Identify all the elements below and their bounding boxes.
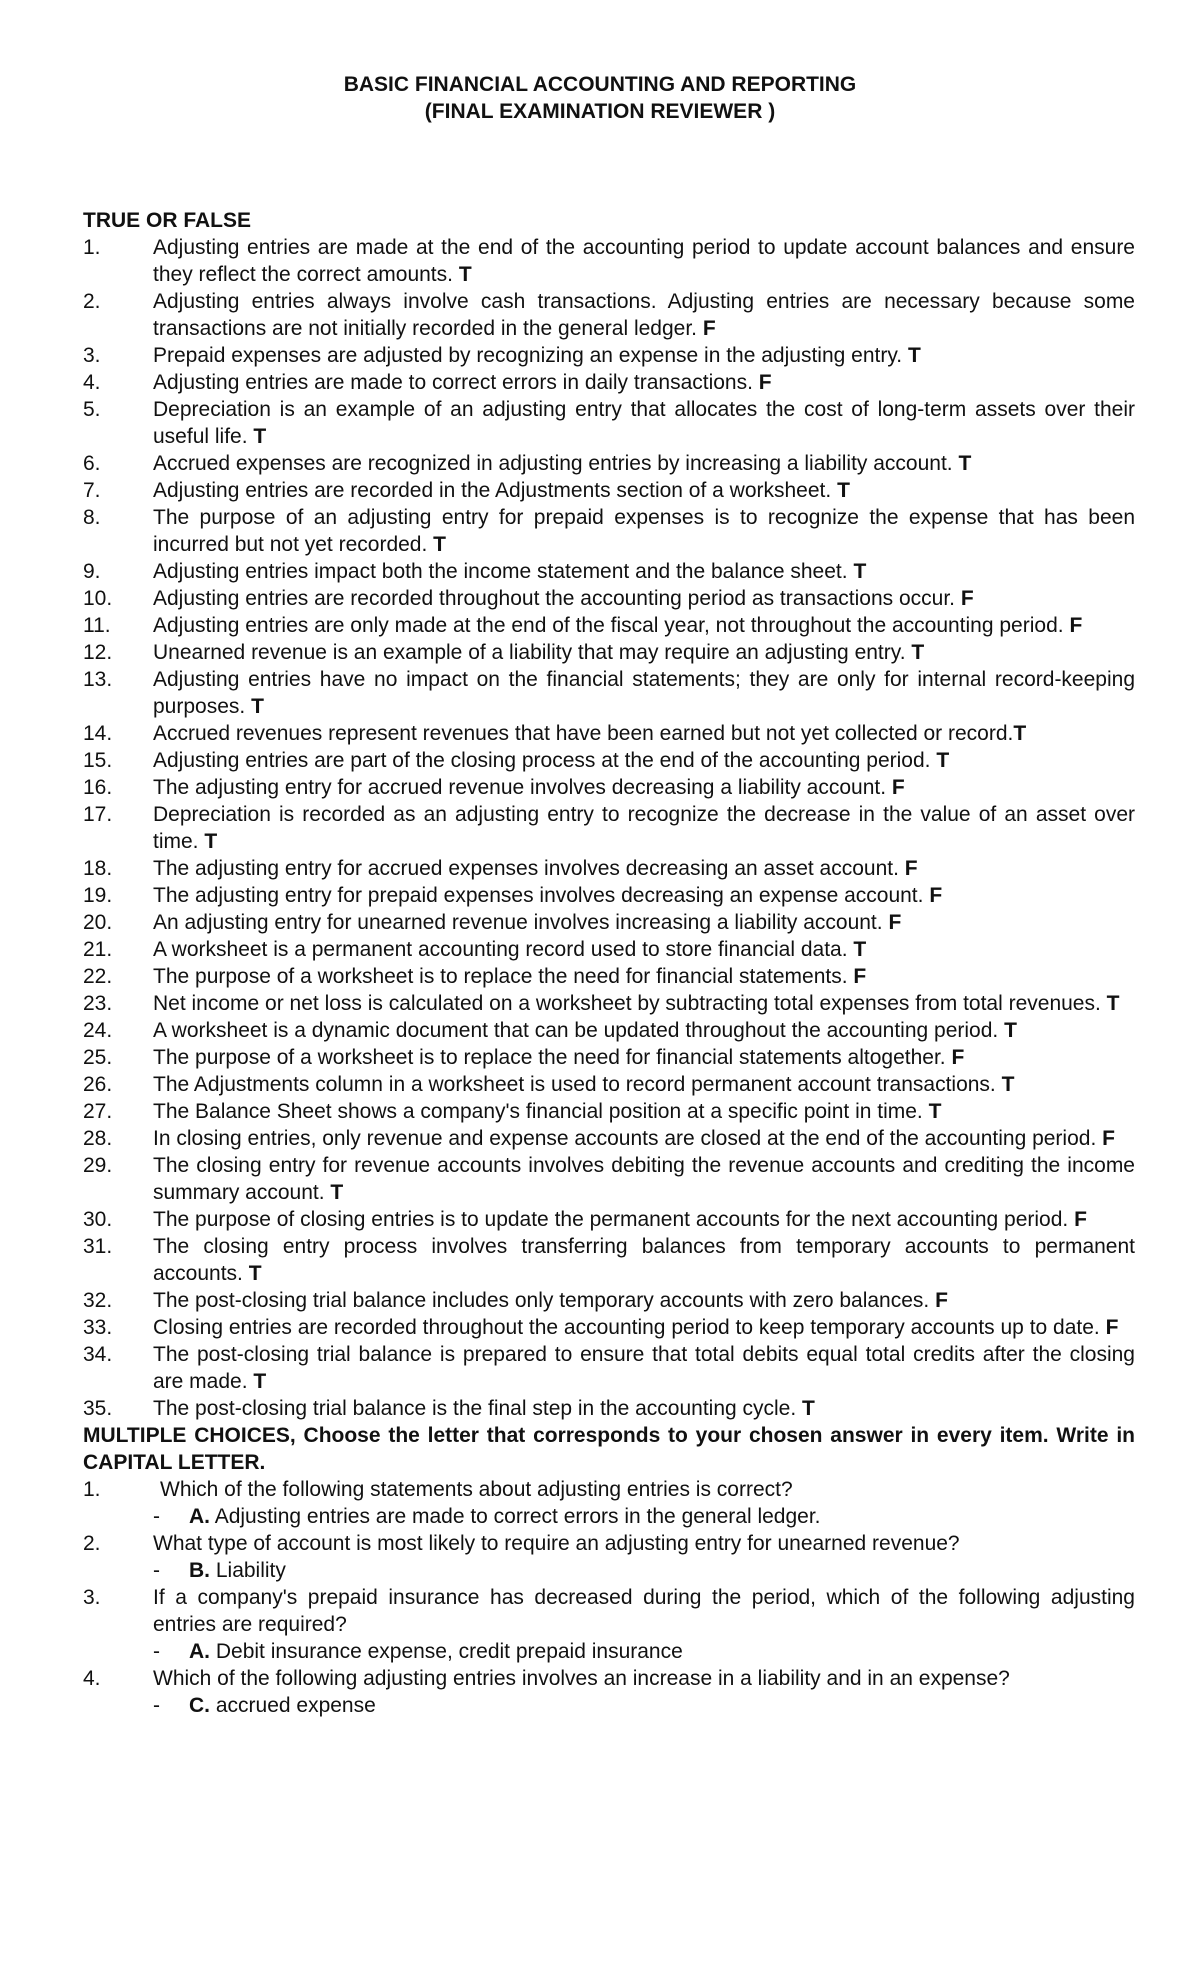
true-false-item <box>83 585 1135 612</box>
item-answer: T <box>853 560 867 583</box>
answer-dash: - <box>153 1505 160 1528</box>
item-number: 16. <box>83 776 113 799</box>
true-false-item <box>83 1314 1135 1341</box>
item-number: 20. <box>83 911 113 934</box>
true-false-item <box>83 504 1135 558</box>
true-false-item <box>83 1044 1135 1071</box>
item-statement: The adjusting entry for accrued expenses involves decreasing an asset account. <box>153 857 899 880</box>
item-statement: Prepaid expenses are adjusted by recognizing an expense in the adjusting entry. <box>153 344 903 367</box>
item-number: 19. <box>83 884 113 907</box>
item-statement: Adjusting entries are only made at the end of the fiscal year, not throughout the accounting period. <box>153 614 1064 637</box>
true-false-item <box>83 666 1135 720</box>
answer-dash: - <box>153 1559 160 1582</box>
question-line <box>83 1530 1135 1557</box>
answer-line <box>153 1503 1135 1530</box>
true-false-item <box>83 801 1135 855</box>
true-false-item <box>83 1071 1135 1098</box>
item-statement: The Adjustments column in a worksheet is used to record permanent account transactions. <box>153 1073 996 1096</box>
true-false-item <box>83 855 1135 882</box>
answer-letter: A. <box>189 1640 210 1663</box>
item-statement: The purpose of a worksheet is to replace the need for financial statements altogether. <box>153 1046 946 1069</box>
item-number: 5. <box>83 398 101 421</box>
item-number: 32. <box>83 1289 113 1312</box>
true-false-item <box>83 612 1135 639</box>
answer-letter: B. <box>189 1559 210 1582</box>
item-statement: Adjusting entries have no impact on the financial statements; they are only for internal record-keeping purposes. <box>153 668 1135 718</box>
item-number: 17. <box>83 803 113 826</box>
answer-text: Debit insurance expense, credit prepaid insurance <box>215 1640 683 1663</box>
item-statement: Closing entries are recorded throughout the accounting period to keep temporary accounts up to date. <box>153 1316 1100 1339</box>
item-number: 21. <box>83 938 113 961</box>
item-statement: A worksheet is a permanent accounting record used to store financial data. <box>153 938 848 961</box>
answer-dash: - <box>153 1694 160 1717</box>
true-false-item <box>83 1017 1135 1044</box>
answer-letter: A. <box>189 1505 210 1528</box>
item-number: 29. <box>83 1154 113 1177</box>
item-answer: F <box>888 911 902 934</box>
true-false-item <box>83 1233 1135 1287</box>
answer-text: Liability <box>215 1559 286 1582</box>
item-statement: The purpose of closing entries is to update the permanent accounts for the next accounting period. <box>153 1208 1069 1231</box>
true-false-item <box>83 639 1135 666</box>
item-number: 4. <box>83 371 101 394</box>
answer-text: accrued expense <box>215 1694 376 1717</box>
true-false-item <box>83 342 1135 369</box>
item-statement: A worksheet is a dynamic document that can be updated throughout the accounting period. <box>153 1019 999 1042</box>
true-false-item <box>83 558 1135 585</box>
item-answer: T <box>837 479 850 502</box>
item-statement: The closing entry process involves transferring balances from temporary accounts to permanent accounts. <box>153 1235 1135 1285</box>
item-answer: T <box>802 1397 815 1420</box>
true-false-list <box>83 234 1135 1422</box>
item-answer: T <box>936 749 950 772</box>
question-text: Which of the following adjusting entries involves an increase in a liability and in an expense? <box>153 1667 1010 1690</box>
true-false-item <box>83 396 1135 450</box>
true-false-item <box>83 1125 1135 1152</box>
true-false-item <box>83 288 1135 342</box>
item-number: 18. <box>83 857 113 880</box>
item-answer: T <box>253 1370 267 1393</box>
item-number: 30. <box>83 1208 113 1231</box>
true-false-item <box>83 963 1135 990</box>
item-number: 9. <box>83 560 101 583</box>
item-number: 1. <box>83 236 101 259</box>
item-statement: Adjusting entries are part of the closing process at the end of the accounting period. <box>153 749 931 772</box>
item-answer: F <box>702 317 716 340</box>
multiple-choice-item <box>83 1665 1135 1719</box>
question-text: What type of account is most likely to require an adjusting entry for unearned revenue? <box>153 1532 960 1555</box>
item-number: 11. <box>83 614 111 637</box>
item-number: 13. <box>83 668 113 691</box>
item-number: 7. <box>83 479 101 502</box>
item-answer: T <box>1004 1019 1017 1042</box>
item-number: 2. <box>83 1532 101 1555</box>
true-false-item <box>83 477 1135 504</box>
item-number: 26. <box>83 1073 113 1096</box>
item-answer: F <box>1105 1316 1119 1339</box>
item-answer: T <box>928 1100 942 1123</box>
item-number: 3. <box>83 1586 101 1609</box>
item-number: 15. <box>83 749 113 772</box>
item-statement: Unearned revenue is an example of a liability that may require an adjusting entry. <box>153 641 906 664</box>
item-answer: F <box>1069 614 1083 637</box>
multiple-choice-heading: MULTIPLE CHOICES, Choose the letter that corresponds to your chosen answer in every item. Write in CAPITAL LETTER. <box>83 1424 1135 1474</box>
item-answer: T <box>1106 992 1120 1015</box>
item-answer: T <box>458 263 472 286</box>
item-answer: T <box>330 1181 344 1204</box>
item-answer: F <box>935 1289 948 1312</box>
true-false-item <box>83 450 1135 477</box>
item-number: 27. <box>83 1100 113 1123</box>
item-answer: F <box>891 776 905 799</box>
true-false-item <box>83 1098 1135 1125</box>
item-answer: T <box>251 695 264 718</box>
item-answer: T <box>1001 1073 1015 1096</box>
true-false-item <box>83 882 1135 909</box>
document-body <box>83 207 1135 1719</box>
item-statement: In closing entries, only revenue and expense accounts are closed at the end of the accounting period. <box>153 1127 1097 1150</box>
item-answer: F <box>904 857 918 880</box>
question-line <box>83 1584 1135 1638</box>
true-false-item <box>83 720 1135 747</box>
item-answer: T <box>853 938 867 961</box>
question-line <box>83 1476 1135 1503</box>
item-answer: T <box>911 641 925 664</box>
item-answer: T <box>248 1262 262 1285</box>
item-number: 12. <box>83 641 113 664</box>
item-number: 4. <box>83 1667 101 1690</box>
item-number: 3. <box>83 344 101 367</box>
item-statement: The post-closing trial balance includes only temporary accounts with zero balances. <box>153 1289 930 1312</box>
true-false-item <box>83 1287 1135 1314</box>
item-answer: F <box>951 1046 965 1069</box>
item-statement: Accrued expenses are recognized in adjusting entries by increasing a liability account. <box>153 452 953 475</box>
item-statement: Adjusting entries are made at the end of the accounting period to update account balances and ensure they reflect the correct amounts. <box>153 236 1135 286</box>
true-false-item <box>83 774 1135 801</box>
question-text: Which of the following statements about adjusting entries is correct? <box>160 1478 793 1501</box>
item-statement: The adjusting entry for accrued revenue involves decreasing a liability account. <box>153 776 887 799</box>
item-number: 1. <box>83 1478 101 1501</box>
true-false-item <box>83 747 1135 774</box>
item-statement: An adjusting entry for unearned revenue involves increasing a liability account. <box>153 911 883 934</box>
item-statement: The closing entry for revenue accounts involves debiting the revenue accounts and crediting the income summary account. <box>153 1154 1135 1204</box>
answer-line <box>153 1692 1135 1719</box>
item-statement: Adjusting entries are recorded in the Adjustments section of a worksheet. <box>153 479 832 502</box>
answer-letter: C. <box>189 1694 210 1717</box>
item-number: 31. <box>83 1235 113 1258</box>
item-answer: T <box>253 425 267 448</box>
item-answer: T <box>1013 722 1027 745</box>
item-statement: Depreciation is an example of an adjusting entry that allocates the cost of long-term assets over their useful life. <box>153 398 1135 448</box>
item-number: 24. <box>83 1019 113 1042</box>
answer-text: Adjusting entries are made to correct errors in the general ledger. <box>214 1505 821 1528</box>
item-statement: Adjusting entries are recorded throughout the accounting period as transactions occur. <box>153 587 955 610</box>
true-false-item <box>83 1206 1135 1233</box>
document-title: BASIC FINANCIAL ACCOUNTING AND REPORTING <box>343 73 857 96</box>
item-number: 23. <box>83 992 113 1015</box>
item-number: 14. <box>83 722 113 745</box>
item-statement: Adjusting entries impact both the income statement and the balance sheet. <box>153 560 848 583</box>
true-false-item <box>83 990 1135 1017</box>
true-false-item <box>83 1395 1135 1422</box>
item-answer: F <box>853 965 867 988</box>
item-statement: The purpose of a worksheet is to replace the need for financial statements. <box>153 965 848 988</box>
item-number: 33. <box>83 1316 113 1339</box>
item-answer: F <box>758 371 772 394</box>
item-answer: T <box>433 533 446 556</box>
question-text: If a company's prepaid insurance has decreased during the period, which of the following adjusting entries are required? <box>153 1586 1135 1636</box>
item-number: 6. <box>83 452 101 475</box>
item-number: 2. <box>83 290 101 313</box>
answer-line <box>153 1557 1135 1584</box>
item-number: 8. <box>83 506 101 529</box>
true-false-item <box>83 369 1135 396</box>
item-answer: F <box>1074 1208 1087 1231</box>
item-number: 25. <box>83 1046 113 1069</box>
item-statement: Adjusting entries are made to correct errors in daily transactions. <box>153 371 753 394</box>
item-answer: T <box>907 344 921 367</box>
answer-dash: - <box>153 1640 160 1663</box>
true-false-item <box>83 1341 1135 1395</box>
item-statement: The adjusting entry for prepaid expenses involves decreasing an expense account. <box>153 884 924 907</box>
item-answer: F <box>929 884 943 907</box>
true-false-item <box>83 234 1135 288</box>
item-statement: The purpose of an adjusting entry for prepaid expenses is to recognize the expense that has been incurred but not yet recorded. <box>153 506 1135 556</box>
item-answer: T <box>958 452 972 475</box>
item-number: 35. <box>83 1397 113 1420</box>
item-number: 28. <box>83 1127 113 1150</box>
true-false-item <box>83 936 1135 963</box>
item-statement: The post-closing trial balance is the final step in the accounting cycle. <box>153 1397 797 1420</box>
question-line <box>83 1665 1135 1692</box>
item-number: 10. <box>83 587 113 610</box>
item-answer: F <box>1102 1127 1115 1150</box>
item-number: 34. <box>83 1343 113 1366</box>
item-statement: Accrued revenues represent revenues that have been earned but not yet collected or record. <box>153 722 1014 745</box>
multiple-choice-item <box>83 1530 1135 1584</box>
true-false-heading: TRUE OR FALSE <box>83 209 252 232</box>
item-answer: T <box>204 830 218 853</box>
multiple-choice-list <box>83 1476 1135 1719</box>
item-statement: Net income or net loss is calculated on a worksheet by subtracting total expenses from total revenues. <box>153 992 1101 1015</box>
multiple-choice-item <box>83 1584 1135 1665</box>
true-false-item <box>83 909 1135 936</box>
item-statement: Adjusting entries always involve cash transactions. Adjusting entries are necessary because some transactions are not initially recorded in the general ledger. <box>153 290 1135 340</box>
answer-line <box>153 1638 1135 1665</box>
item-answer: F <box>960 587 974 610</box>
item-statement: The Balance Sheet shows a company's financial position at a specific point in time. <box>153 1100 923 1123</box>
item-statement: Depreciation is recorded as an adjusting entry to recognize the decrease in the value of an asset over time. <box>153 803 1135 853</box>
document-subtitle: (FINAL EXAMINATION REVIEWER ) <box>424 100 776 123</box>
multiple-choice-item <box>83 1476 1135 1530</box>
true-false-item <box>83 1152 1135 1206</box>
item-number: 22. <box>83 965 113 988</box>
item-statement: The post-closing trial balance is prepared to ensure that total debits equal total credits after the closing are made. <box>153 1343 1135 1393</box>
